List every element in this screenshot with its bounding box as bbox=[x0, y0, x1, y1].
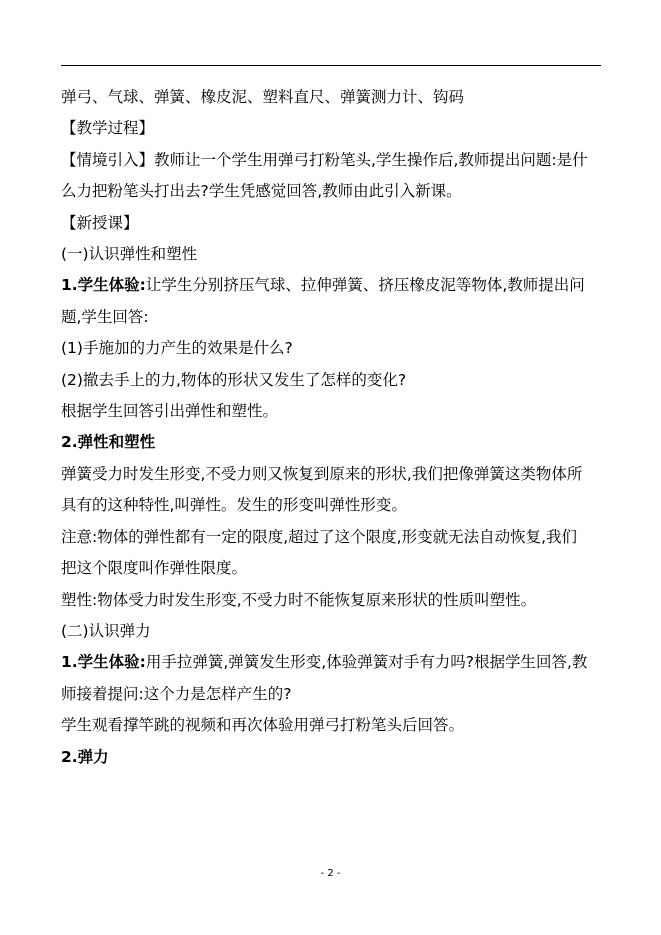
plasticity-definition: 塑性:物体受力时发生形变,不受力时不能恢复原来形状的性质叫塑性。 bbox=[61, 590, 537, 609]
new-lesson-heading: 【新授课】 bbox=[61, 213, 139, 232]
note-line-2: 把这个限度叫作弹性限度。 bbox=[61, 559, 248, 578]
elasticity-line-1: 弹簧受力时发生形变,不受力则又恢复到原来的形状,我们把像弹簧这类物体所 bbox=[61, 464, 583, 483]
section2-observe: 学生观看撑竿跳的视频和再次体验用弹弓打粉笔头后回答。 bbox=[61, 716, 465, 735]
header-rule bbox=[61, 65, 601, 66]
note-line-1: 注意:物体的弹性都有一定的限度,超过了这个限度,形变就无法自动恢复,我们 bbox=[61, 527, 578, 546]
intro-label: 【情境引入】 bbox=[61, 150, 155, 169]
section2-experience-label: 1.学生体验: bbox=[61, 653, 146, 672]
section1-title: (一)认识弹性和塑性 bbox=[61, 245, 198, 264]
section1-experience-label: 1.学生体验: bbox=[61, 276, 146, 295]
page-body bbox=[61, 82, 606, 773]
intro-text-1: 教师让一个学生用弹弓打粉笔头,学生操作后,教师提出问题:是什 bbox=[154, 150, 588, 169]
section1-experience-line-1 bbox=[61, 270, 606, 301]
section2-experience-line-1 bbox=[61, 647, 606, 678]
elasticity-line-2: 具有的这种特性,叫弹性。发生的形变叫弹性形变。 bbox=[61, 496, 407, 515]
materials-list: 弹弓、气球、弹簧、橡皮泥、塑料直尺、弹簧测力计、钩码 bbox=[61, 88, 465, 106]
intro-line-2: 么力把粉笔头打出去?学生凭感觉回答,教师由此引入新课。 bbox=[61, 182, 462, 201]
section1-sub2-title: 2.弹性和塑性 bbox=[61, 433, 156, 452]
section2-title: (二)认识弹力 bbox=[61, 621, 151, 640]
process-heading: 【教学过程】 bbox=[61, 119, 155, 138]
intro-line-1 bbox=[61, 145, 606, 176]
question-1: (1)手施加的力产生的效果是什么? bbox=[61, 339, 293, 358]
section1-experience-line-2: 题,学生回答: bbox=[61, 307, 149, 326]
section1-experience-text-1: 让学生分别挤压气球、拉伸弹簧、挤压橡皮泥等物体,教师提出问 bbox=[145, 276, 585, 295]
section2-experience-line-2: 师接着提问:这个力是怎样产生的? bbox=[61, 684, 292, 703]
section2-experience-text-1: 用手拉弹簧,弹簧发生形变,体验弹簧对手有力吗?根据学生回答,教 bbox=[145, 653, 588, 672]
question-2: (2)撤去手上的力,物体的形状又发生了怎样的变化? bbox=[61, 370, 407, 389]
section1-conclusion: 根据学生回答引出弹性和塑性。 bbox=[61, 402, 279, 421]
section2-sub2-title: 2.弹力 bbox=[61, 747, 109, 766]
page-number: - 2 - bbox=[320, 868, 341, 879]
